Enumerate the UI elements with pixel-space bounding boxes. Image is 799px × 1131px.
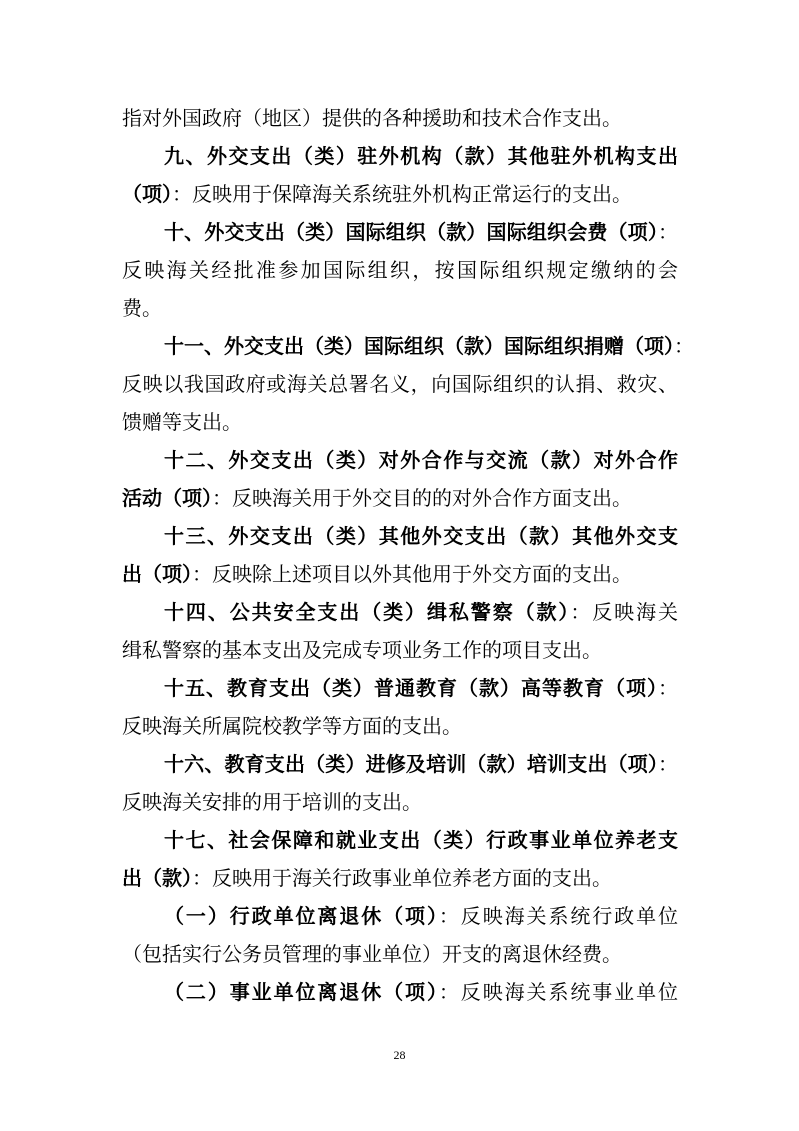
text-line: 出（款）：反映用于海关行政事业单位养老方面的支出。 [122,866,612,890]
text-line: 馈赠等支出。 [122,410,242,434]
section-heading: （二）事业单位离退休（项）：反映海关系统事业单位 [164,980,679,1004]
section-heading: 十三、外交支出（类）其他外交支出（款）其他外交支 [164,524,678,548]
section-heading: 十一、外交支出（类）国际组织（款）国际组织捐赠（项）： [164,334,694,358]
text-line: 出（项）：反映除上述项目以外其他用于外交方面的支出。 [122,562,632,586]
text-line: （包括实行公务员管理的事业单位）开支的离退休经费。 [122,942,622,966]
text-line: 指对外国政府（地区）提供的各种援助和技术合作支出。 [122,106,622,130]
section-heading: 十四、公共安全支出（类）缉私警察（款）：反映海关 [164,600,679,624]
section-heading: 十二、外交支出（类）对外合作与交流（款）对外合作 [164,448,678,472]
text-line: 费。 [122,296,162,320]
text-line: 活动（项）：反映海关用于外交目的的对外合作方面支出。 [122,486,632,510]
section-heading: （一）行政单位离退休（项）：反映海关系统行政单位 [164,904,679,928]
section-heading: 十、外交支出（类）国际组织（款）国际组织会费（项）： [164,220,678,244]
page-number: 28 [393,1048,406,1062]
section-heading: 十五、教育支出（类）普通教育（款）高等教育（项）： [164,676,678,700]
section-heading: 十六、教育支出（类）进修及培训（款）培训支出（项）： [164,752,678,776]
section-heading: 九、外交支出（类）驻外机构（款）其他驻外机构支出 [164,144,678,168]
text-line: 缉私警察的基本支出及完成专项业务工作的项目支出。 [122,638,602,662]
text-line: 反映海关经批准参加国际组织，按国际组织规定缴纳的会 [122,258,678,282]
text-line: 反映海关所属院校教学等方面的支出。 [122,714,462,738]
section-heading: 十七、社会保障和就业支出（类）行政事业单位养老支 [164,828,678,852]
text-line: 反映以我国政府或海关总署名义，向国际组织的认捐、救灾、 [122,372,678,396]
text-line: （项）：反映用于保障海关系统驻外机构正常运行的支出。 [122,182,632,206]
text-line: 反映海关安排的用于培训的支出。 [122,790,422,814]
